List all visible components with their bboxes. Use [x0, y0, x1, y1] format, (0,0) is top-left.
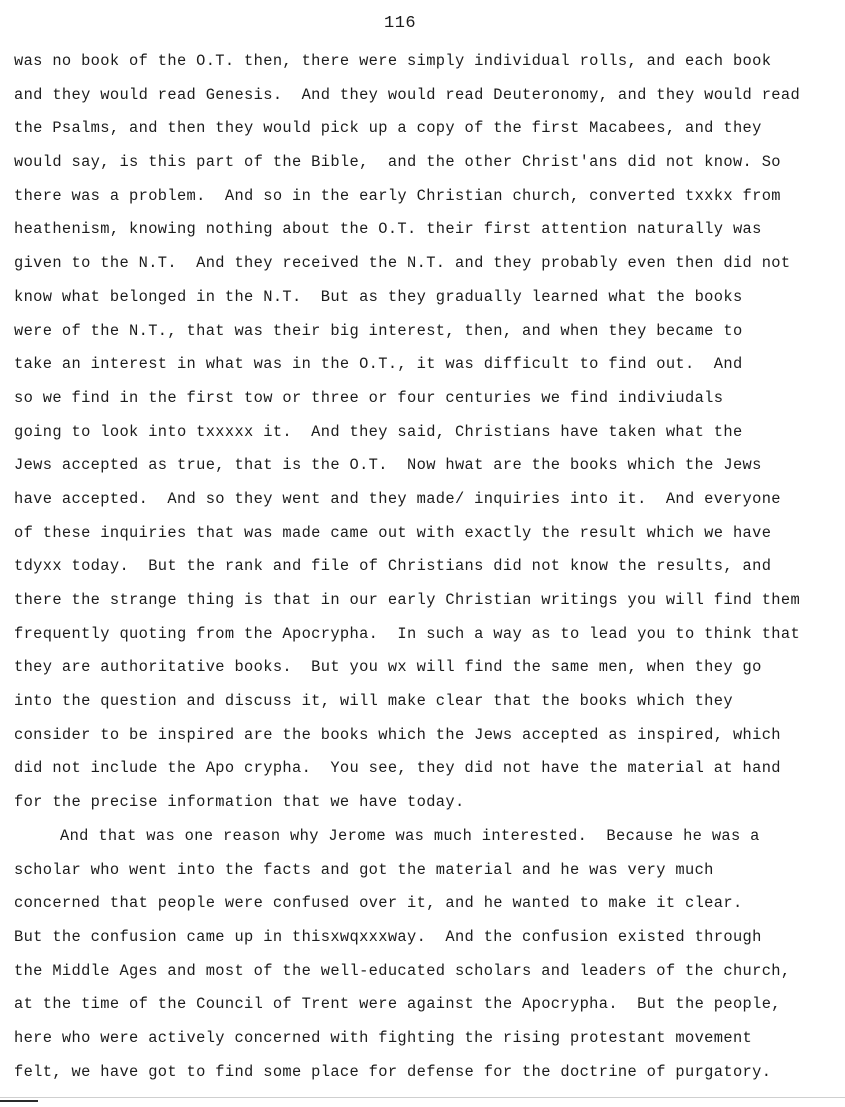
text-line: here who were actively concerned with fighting the rising protestant movement	[14, 1028, 753, 1047]
paragraph-first-line: And that was one reason why Jerome was much interested. Because he was a	[60, 826, 760, 845]
text-line: consider to be inspired are the books which the Jews accepted as inspired, which	[14, 725, 781, 744]
typewritten-body	[14, 50, 840, 1094]
text-line: into the question and discuss it, will make clear that the books which they	[14, 692, 733, 711]
text-line: felt, we have got to find some place for defense for the doctrine of purgatory.	[14, 1062, 772, 1081]
text-line: was no book of the O.T. then, there were simply individual rolls, and each book	[14, 52, 772, 70]
text-line: heathenism, knowing nothing about the O.T. their first attention naturally was	[14, 220, 762, 239]
text-line: But the confusion came up in thisxwqxxxway. And the confusion existed through	[14, 927, 762, 946]
text-line: there was a problem. And so in the early Christian church, converted txxkx from	[14, 186, 781, 205]
text-line: Jews accepted as true, that is the O.T. Now hwat are the books which the Jews	[14, 456, 762, 475]
text-line: concerned that people were confused over it, and he wanted to make it clear.	[14, 894, 743, 913]
text-line: would say, is this part of the Bible, and the other Christ'ans did not know. So	[14, 153, 781, 172]
text-line: know what belonged in the N.T. But as they gradually learned what the books	[14, 287, 743, 306]
text-line: the Psalms, and then they would pick up a copy of the first Macabees, and they	[14, 119, 762, 138]
text-line: of these inquiries that was made came out with exactly the result which we have	[14, 523, 772, 542]
text-line: scholar who went into the facts and got the material and he was very much	[14, 860, 714, 879]
text-line: for the precise information that we have today.	[14, 793, 465, 812]
text-line: tdyxx today. But the rank and file of Christians did not know the results, and	[14, 557, 772, 576]
page-bottom-edge	[0, 1097, 845, 1098]
margin-mark	[0, 1100, 38, 1102]
text-line: have accepted. And so they went and they made/ inquiries into it. And everyone	[14, 489, 781, 508]
text-line: going to look into txxxxx it. And they said, Christians have taken what the	[14, 422, 743, 441]
text-line: given to the N.T. And they received the N.T. and they probably even then did not	[14, 254, 791, 273]
text-line: there the strange thing is that in our early Christian writings you will find them	[14, 591, 801, 609]
text-line: at the time of the Council of Trent were against the Apocrypha. But the people,	[14, 995, 781, 1014]
text-line: so we find in the first tow or three or four centuries we find indiviudals	[14, 388, 724, 407]
text-line: and they would read Genesis. And they would read Deuteronomy, and they would read	[14, 85, 801, 104]
text-line: did not include the Apo crypha. You see, they did not have the material at hand	[14, 759, 781, 778]
text-line: frequently quoting from the Apocrypha. In such a way as to lead you to think that	[14, 624, 801, 643]
page-number: 116	[384, 14, 417, 33]
text-line: were of the N.T., that was their big interest, then, and when they became to	[14, 321, 743, 340]
text-line: take an interest in what was in the O.T., it was difficult to find out. And	[14, 355, 743, 374]
text-line: they are authoritative books. But you wx will find the same men, when they go	[14, 658, 762, 677]
text-line: the Middle Ages and most of the well-educated scholars and leaders of the church,	[14, 961, 791, 980]
